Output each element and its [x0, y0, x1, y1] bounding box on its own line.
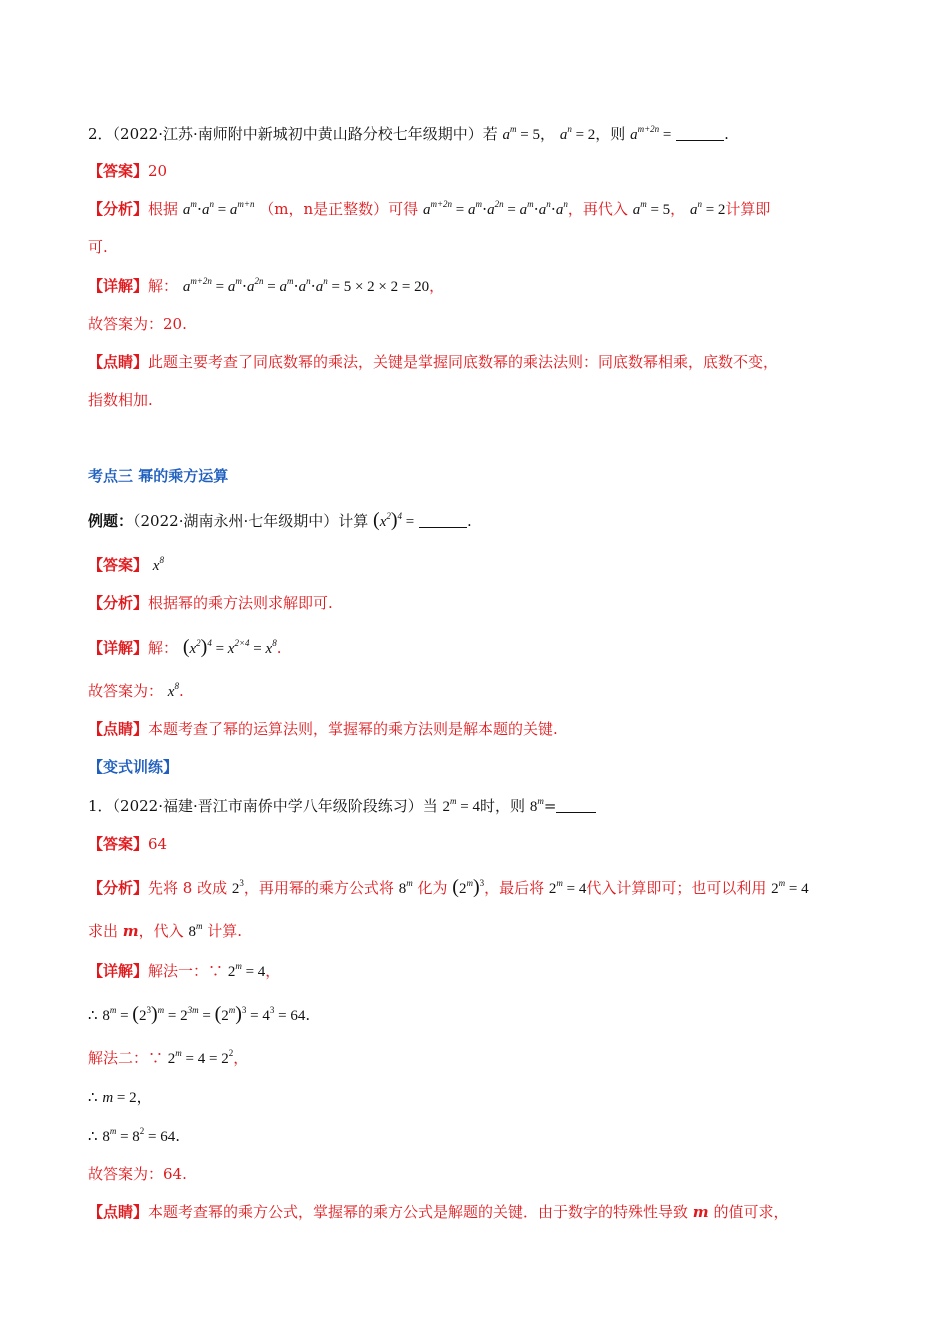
analysis-line: 【分析】根据幂的乘方法则求解即可. — [88, 594, 333, 612]
solution-line: 【详解】解法一：∵ 2$^m$ = 4， — [88, 961, 281, 980]
section-title: 考点三 幂的乘方运算 — [88, 467, 229, 485]
answer-blank — [556, 812, 596, 813]
math-2m-eq-4: 2$^m$ = 4 — [442, 796, 481, 815]
final-answer: 故答案为：64. — [88, 1165, 187, 1183]
solution-line: 【详解】解： $a^{m+2n} = a^m\cdot a^{2n} = a^m\cdot a^n\cdot a^n = 5 \times 2 \times 2 = 20$， — [88, 276, 445, 295]
solution-step: ∴ $8^m = (2^3)^m = 2^{3m} = (2^m)^3 = 4^3 = 64$. — [88, 1003, 311, 1025]
comment-line-2: 指数相加. — [88, 391, 153, 409]
math-am2n: $a^{m+2n}$ = — [630, 124, 672, 143]
math-solution: $a^{m+2n} = a^m\cdot a^{2n} = a^m\cdot a^n\cdot a^n = 5 \times 2 \times 2 = 20$ — [182, 276, 430, 295]
final-answer: 故答案为： $x^8$. — [88, 681, 184, 700]
example-question: 例题：（2022·湖南永州·七年级期中）计算 $(x^2)^4$ = . — [88, 509, 472, 531]
solution-step: ∴ $8^m = 8^2 = 64$. — [88, 1126, 181, 1145]
solution-method-2: 解法二：∵ $2^m = 4 = 2^2$， — [88, 1048, 249, 1067]
answer-blank — [676, 140, 724, 141]
math-an-eq-2: $a^n = 2$ — [559, 124, 596, 143]
solution-line: 【详解】解： $(x^2)^4 = x^{2\times 4} = x^8$. — [88, 636, 282, 658]
comment-line: 【点睛】本题考查幂的乘方公式，掌握幂的乘方公式是解题的关键．由于数字的特殊性导致 m 的值可求， — [88, 1203, 789, 1221]
math-am-eq-5: $a^m = 5$ — [502, 124, 541, 143]
variant-question-1: 1．（2022·福建·晋江市南侨中学八年级阶段练习）当 2$^m$ = 4时，则 $8^m=$ — [88, 796, 596, 817]
math-x8: $x^8$ — [152, 555, 164, 574]
comment-line: 【点睛】此题主要考查了同底数幂的乘法，关键是掌握同底数幂的乘法法则：同底数幂相乘，底数不变， — [88, 353, 779, 371]
answer-line: 【答案】20 — [88, 162, 168, 180]
math-method-1: $8^m = (2^3)^m = 2^{3m} = (2^m)^3 = 4^3 = 64$ — [102, 1003, 306, 1025]
math-solution: $(x^2)^4 = x^{2\times 4} = x^8$ — [182, 636, 277, 658]
question-2: 2．（2022·江苏·南师附中新城初中黄山路分校七年级期中）若 $a^m = 5$， $a^n = 2$，则 $a^{m+2n}$ = . — [88, 124, 729, 143]
answer-line: 【答案】 $x^8$ — [88, 555, 164, 574]
math-8m: 8$^m$ — [529, 796, 544, 815]
final-answer: 故答案为：20. — [88, 315, 187, 333]
analysis-line-2: 可. — [88, 238, 108, 256]
variant-training-heading: 【变式训练】 — [88, 758, 179, 776]
comment-line: 【点睛】本题考查了幂的运算法则，掌握幂的乘方法则是解本题的关键. — [88, 720, 558, 738]
question-2-text: 2．（2022·江苏·南师附中新城初中黄山路分校七年级期中）若 — [88, 125, 498, 143]
answer-line: 【答案】64 — [88, 835, 168, 853]
math-expand: $a^{m+2n} = a^m\cdot a^{2n} = a^m\cdot a^n\cdot a^n$ — [422, 199, 568, 218]
answer-blank — [419, 527, 467, 528]
analysis-line: 【分析】根据 $a^m\cdot a^n = a^{m+n}$ （m，n是正整数）可得 $a^{m+2n} = a^m\cdot a^{2n} = a^m\cdot a^n\cdot a^n$，再代入 $a^m = 5$， $a^n = 2$计算即 — [88, 199, 771, 218]
math-x2-4: $(x^2)^4$ = — [373, 509, 415, 531]
math-product-rule: $a^m\cdot a^n = a^{m+n}$ — [182, 199, 255, 218]
analysis-line: 【分析】先将 8 改成 $2^3$，再用幂的乘方公式将 8$^m$ 化为 $(2^m)^3$，最后将 2$^m$ = 4代入计算即可；也可以利用 2$^m$ = 4 — [88, 876, 809, 898]
analysis-line-2: 求出 m，代入 8$^m$ 计算. — [88, 921, 243, 940]
solution-step: ∴ m = 2， — [88, 1088, 152, 1106]
